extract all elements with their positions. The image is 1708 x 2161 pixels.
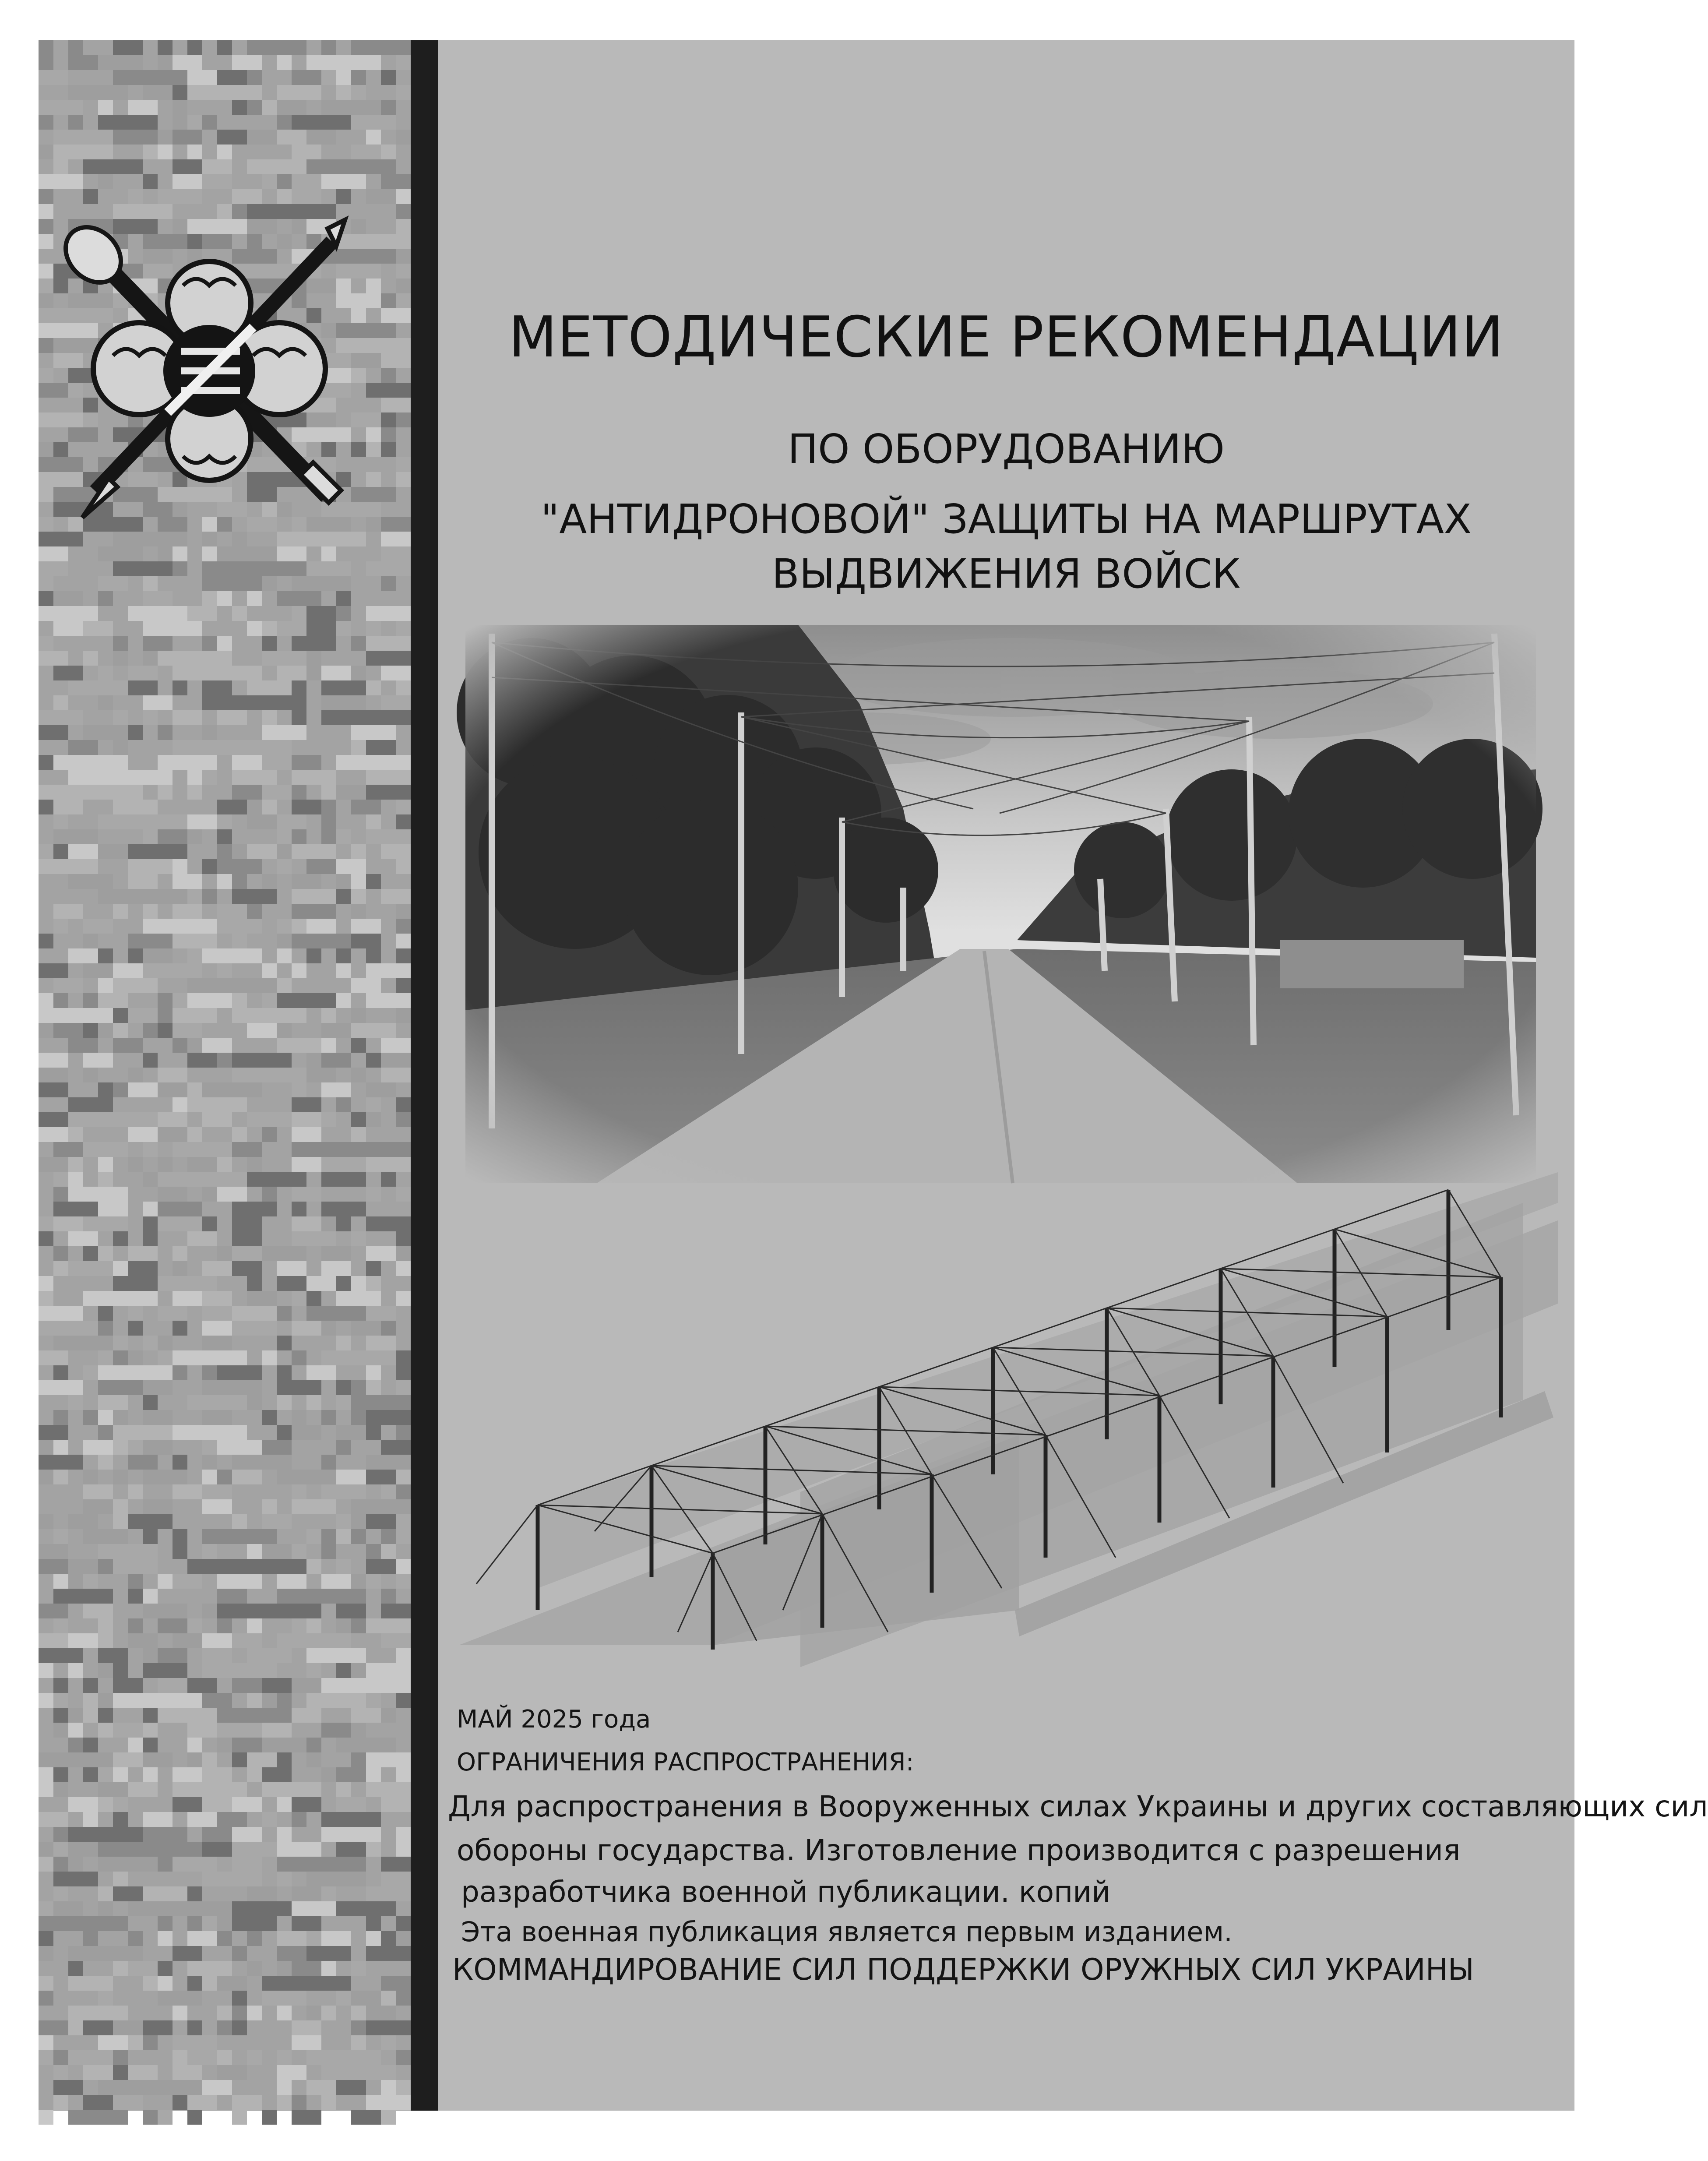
distribution-restriction-line-2: обороны государства. Изготовление производится с разрешения xyxy=(457,1833,1461,1867)
anti-drone-net-diagram xyxy=(450,1172,1558,1713)
publication-date: МАЙ 2025 года xyxy=(457,1705,651,1734)
document-cover xyxy=(39,40,1708,2111)
distribution-restriction-line-1: Для распространения в Вооруженных силах Украины и других составляющих сил xyxy=(448,1790,1708,1823)
distribution-restriction-heading: ОГРАНИЧЕНИЯ РАСПРОСТРАНЕНИЯ: xyxy=(457,1748,914,1777)
distribution-restriction-line-3: разработчика военной публикации. копий xyxy=(461,1875,1111,1909)
cover-spine-bar xyxy=(411,40,438,2111)
edition-note: Эта военная публикация является первым изданием. xyxy=(461,1916,1233,1948)
document-title: МЕТОДИЧЕСКИЕ РЕКОМЕНДАЦИИ xyxy=(508,305,1504,370)
issuing-command: КОММАНДИРОВАНИЕ СИЛ ПОДДЕРЖКИ ОРУЖНЫХ СИЛ УКРАИНЫ xyxy=(452,1953,1474,1987)
support-forces-emblem-icon xyxy=(56,211,363,531)
subtitle-line-2: "АНТИДРОНОВОЙ" ЗАЩИТЫ НА МАРШРУТАХ xyxy=(541,496,1472,543)
subtitle-line-1: ПО ОБОРУДОВАНИЮ xyxy=(788,426,1225,472)
road-netting-photo xyxy=(465,625,1536,1183)
subtitle-line-3: ВЫДВИЖЕНИЯ ВОЙСК xyxy=(771,550,1241,597)
